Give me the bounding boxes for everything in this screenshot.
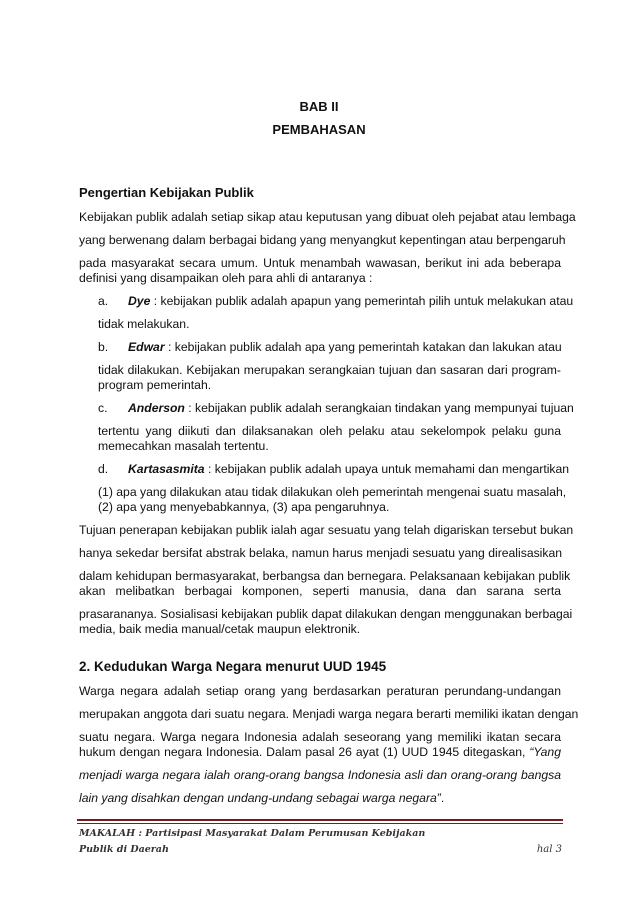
footer-title: MAKALAH : Partisipasi Masyarakat Dalam Perumusan Kebijakan [79,828,426,839]
definition-line: (2) apa yang menyebabkannya, (3) apa pengaruhnya. [98,500,390,514]
section2-line: suatu negara. Warga negara Indonesia adalah seseorang yang memiliki ikatan secara [79,730,561,744]
page-number: hal 3 [536,844,562,855]
closing-line: media, baik media manual/cetak maupun elektronik. [79,622,361,636]
section2-line: merupakan anggota dari suatu negara. Menjadi warga negara berarti memiliki ikatan dengan [79,707,579,721]
closing-line: prasarananya. Sosialisasi kebijakan publik dapat dilakukan dengan menggunakan berbagai [79,607,573,621]
intro-line: definisi yang disampaikan oleh para ahli di antaranya : [79,271,373,285]
chapter-label: BAB II [299,99,339,114]
definition-line: tidak melakukan. [98,317,190,331]
definition-line: (1) apa yang dilakukan atau tidak dilakukan oleh pemerintah mengenai suatu masalah, [98,485,567,499]
closing-line: akan melibatkan berbagai komponen, seperti manusia, dana dan sarana serta [79,584,561,598]
footer-title: Publik di Daerah [79,844,169,855]
closing-line: hanya sekedar bersifat abstrak belaka, namun harus menjadi sesuatu yang direalisasikan [79,546,563,560]
definition-b: b. Edwar : kebijakan publik adalah apa yang pemerintah katakan dan lakukan atau [98,340,562,354]
definition-a: a. Dye : kebijakan publik adalah apapun yang pemerintah pilih untuk melakukan atau [98,294,574,308]
quote-line: menjadi warga negara ialah orang-orang bangsa Indonesia asli dan orang-orang bangsa [79,768,561,782]
intro-line: pada masyarakat secara umum. Untuk menambah wawasan, berikut ini ada beberapa [79,256,561,270]
intro-line: yang berwenang dalam berbagai bidang yang menyangkut kepentingan atau berpengaruh [79,233,566,247]
definition-d: d. Kartasasmita : kebijakan publik adalah upaya untuk memahami dan mengartikan [98,462,570,476]
section2-line: Warga negara adalah setiap orang yang berdasarkan peraturan perundang-undangan [79,684,561,698]
closing-line: Tujuan penerapan kebijakan publik ialah agar sesuatu yang telah digariskan tersebut bukan [79,523,574,537]
definition-line: tidak dilakukan. Kebijakan merupakan serangkaian tujuan dan sasaran dari program- [98,363,561,377]
footer-rule [77,823,563,824]
section1-heading: Pengertian Kebijakan Publik [79,185,254,200]
definition-line: tertentu yang diikuti dan dilaksanakan oleh pelaku atau sekelompok pelaku guna [98,424,561,438]
section2-heading: 2. Kedudukan Warga Negara menurut UUD 1945 [79,659,387,674]
chapter-title: PEMBAHASAN [272,122,366,137]
section2-line: hukum dengan negara Indonesia. Dalam pasal 26 ayat (1) UUD 1945 ditegaskan, “Yang [79,745,561,759]
quote-line: lain yang disahkan dengan undang-undang sebagai warga negara”. [79,791,445,805]
intro-line: Kebijakan publik adalah setiap sikap atau keputusan yang dibuat oleh pejabat atau lembaga [79,210,576,224]
definition-line: program pemerintah. [98,378,212,392]
definition-line: memecahkan masalah tertentu. [98,439,269,453]
footer-rule [77,819,563,821]
definition-c: c. Anderson : kebijakan publik adalah serangkaian tindakan yang mempunyai tujuan [98,401,574,415]
closing-line: dalam kehidupan bermasyarakat, berbangsa dan bernegara. Pelaksanaan kebijakan publik [79,569,571,583]
